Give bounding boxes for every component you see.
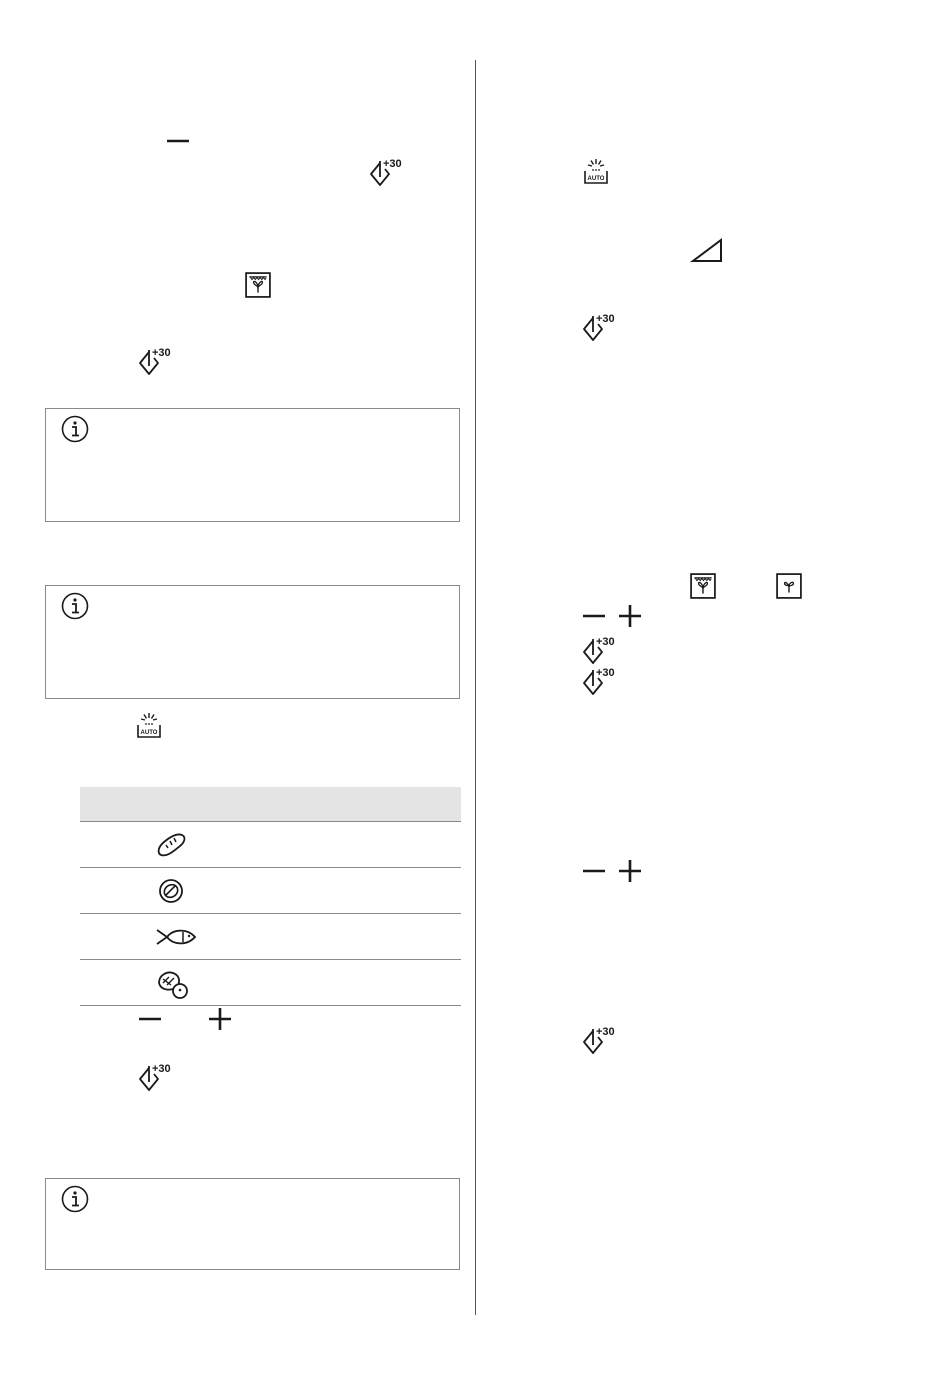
auto-program-icon [135, 711, 163, 739]
start-plus-30-icon [368, 157, 404, 189]
info-icon [60, 414, 90, 444]
table-header [80, 787, 461, 822]
minus-icon [165, 132, 191, 150]
auto-label: AUTO [587, 176, 605, 182]
info-box [45, 1178, 460, 1270]
auto-program-icon [582, 157, 610, 185]
minus-icon [581, 862, 607, 880]
info-box [45, 408, 460, 522]
true-fan-cooking-icon [776, 573, 802, 599]
plus-icon [207, 1006, 233, 1032]
start-plus-30-icon [581, 312, 617, 344]
plus-30-label: +30 [596, 1026, 615, 1038]
bread-icon [155, 831, 187, 859]
triangle-icon [690, 238, 724, 264]
start-plus-30-icon [581, 635, 617, 667]
auto-label: AUTO [140, 730, 158, 736]
start-plus-30-icon [137, 1062, 173, 1094]
plus-30-label: +30 [383, 158, 402, 170]
minus-icon [137, 1010, 163, 1028]
column-divider [475, 60, 476, 1315]
plus-30-label: +30 [152, 347, 171, 359]
plus-30-label: +30 [596, 313, 615, 325]
plus-30-label: +30 [152, 1063, 171, 1075]
info-icon [60, 1184, 90, 1214]
meat-icon [155, 877, 187, 905]
start-plus-30-icon [137, 346, 173, 378]
start-plus-30-icon [581, 1025, 617, 1057]
plus-icon [617, 603, 643, 629]
table-row [80, 914, 461, 960]
plus-icon [617, 858, 643, 884]
vegetables-icon [155, 969, 191, 1001]
plus-30-label: +30 [596, 667, 615, 679]
info-box [45, 585, 460, 699]
start-plus-30-icon [581, 666, 617, 698]
table-row [80, 868, 461, 914]
table-row [80, 960, 461, 1006]
plus-30-label: +30 [596, 636, 615, 648]
minus-icon [581, 607, 607, 625]
table-row [80, 822, 461, 868]
fish-icon [155, 923, 199, 951]
top-heat-fan-icon [245, 272, 271, 298]
food-category-table [80, 787, 461, 1006]
top-heat-fan-icon [690, 573, 716, 599]
info-icon [60, 591, 90, 621]
